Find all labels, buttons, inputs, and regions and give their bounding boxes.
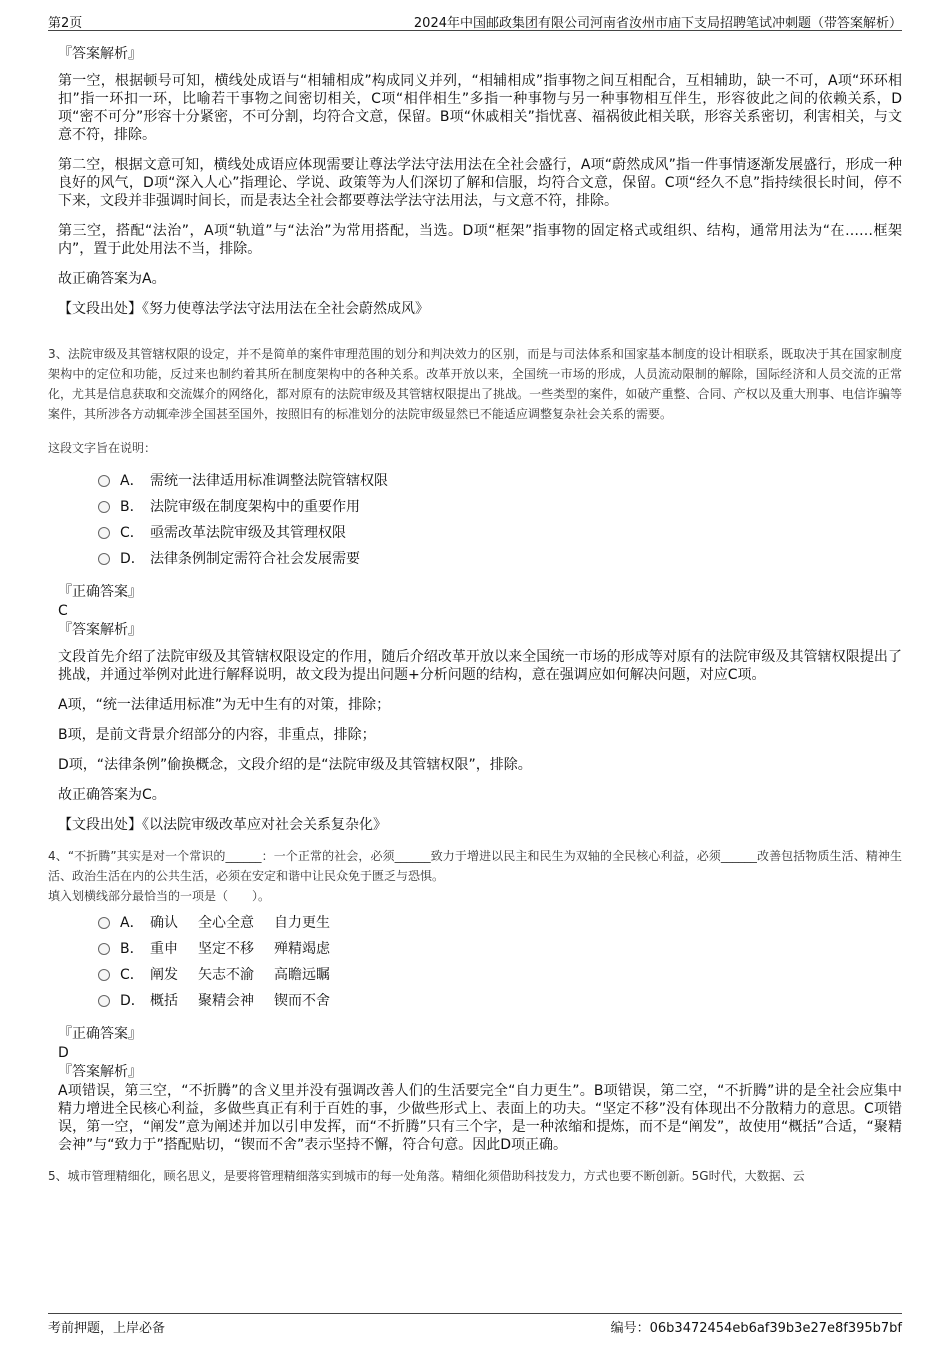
option-word: 自力更生 — [274, 915, 330, 931]
radio-icon[interactable] — [98, 475, 110, 487]
option-word: 殚精竭虑 — [274, 941, 330, 957]
radio-icon[interactable] — [98, 553, 110, 565]
footer-slogan: 考前押题，上岸必备 — [48, 1321, 166, 1336]
option-text: 亟需改革法院审级及其管理权限 — [150, 525, 346, 541]
correct-answer: C — [58, 603, 68, 619]
radio-icon[interactable] — [98, 501, 110, 513]
question-5-text: 5、城市管理精细化，顾名思义，是要将管理精细落实到城市的每一处角落。精细化须借助科技发力，方式也要不断创新。5G时代，大数据、云 — [48, 1169, 805, 1183]
analysis-paragraph: A项，“统一法律适用标准”为无中生有的对策，排除； — [58, 697, 391, 713]
option-word: 聚精会神 — [198, 993, 254, 1009]
option-letter: C． — [120, 967, 144, 983]
analysis-paragraph: 第三空，搭配“法治”，A项“轨道”与“法治”为常用搭配，当选。D项“框架”指事物的固定格式或组织、结构，通常用法为“在……框架内”，置于此处用法不当，排除。 — [58, 223, 902, 257]
correct-answer: D — [58, 1045, 69, 1061]
option-list — [98, 910, 902, 1014]
source-citation: 【文段出处】《以法院审级改革应对社会关系复杂化》 — [58, 817, 387, 833]
option-d[interactable] — [98, 988, 902, 1014]
page-footer — [48, 1313, 902, 1336]
document-id: 编号：06b3472454eb6af39b3e27e8f395b7bf — [610, 1321, 902, 1336]
conclusion: 故正确答案为A。 — [58, 271, 166, 287]
option-word: 重申 — [150, 941, 178, 957]
option-letter: B． — [120, 499, 144, 515]
question-prompt: 这段文字旨在说明： — [48, 441, 157, 455]
radio-icon[interactable] — [98, 917, 110, 929]
radio-icon[interactable] — [98, 527, 110, 539]
document-title: 2024年中国邮政集团有限公司河南省汝州市庙下支局招聘笔试冲刺题（带答案解析） — [413, 16, 902, 31]
option-word: 锲而不舍 — [274, 993, 330, 1009]
option-letter: D． — [120, 551, 145, 567]
radio-icon[interactable] — [98, 995, 110, 1007]
conclusion: 故正确答案为C。 — [58, 787, 166, 803]
question-text: 4、“不折腾”其实是对一个常识的______：一个正常的社会，必须______致力于增进以民主和民生为双轴的全民核心利益，必须______改善包括物质生活、精神生活、政治生活在内的公共生活，必须在安定和谐中让民众免于匮乏与恐惧。 — [48, 849, 902, 883]
radio-icon[interactable] — [98, 969, 110, 981]
option-word: 概括 — [150, 993, 178, 1009]
analysis-paragraph: 第二空，根据文意可知，横线处成语应体现需要让尊法学法守法用法在全社会盛行，A项“蔚然成风”指一件事情逐渐发展盛行，形成一种良好的风气，D项“深入人心”指理论、学说、政策等为人们深切了解和信服，均符合文意，保留。C项“经久不息”指持续很长时间，停不下来，文段并非强调时间长，而是表达全社会都要尊法学法守法用法，与文意不符，排除。 — [58, 157, 902, 209]
option-a[interactable] — [98, 910, 902, 936]
question-prompt: 填入划横线部分最恰当的一项是（ ）。 — [48, 889, 271, 903]
analysis-tag: 『答案解析』 — [58, 46, 142, 62]
option-letter: C． — [120, 525, 144, 541]
option-text: 需统一法律适用标准调整法院管辖权限 — [150, 473, 388, 489]
q2-analysis — [48, 44, 902, 318]
option-c[interactable] — [98, 962, 902, 988]
analysis-tag: 『答案解析』 — [58, 622, 142, 638]
option-list — [98, 468, 902, 572]
option-a[interactable] — [98, 468, 902, 494]
analysis-paragraph: 第一空，根据顿号可知，横线处成语与“相辅相成”构成同义并列，“相辅相成”指事物之间互相配合，互相辅助，缺一不可，A项“环环相扣”指一环扣一环，比喻若干事物之间密切相关，C项“相伴相生”多指一种事物与另一种事物相互伴生，形容彼此之间的依赖关系，D项“密不可分”形容十分紧密，不可分割，均符合文意，保留。B项“休戚相关”指忧喜、福祸彼此相关联，形容关系密切，利害相关，与文意不符，排除。 — [58, 73, 902, 143]
option-word: 矢志不渝 — [198, 967, 254, 983]
option-word: 高瞻远瞩 — [274, 967, 330, 983]
answer-tag: 『正确答案』 — [58, 584, 142, 600]
analysis-tag: 『答案解析』 — [58, 1064, 142, 1080]
option-b[interactable] — [98, 936, 902, 962]
option-letter: A． — [120, 915, 144, 931]
option-letter: B． — [120, 941, 144, 957]
option-word: 坚定不移 — [198, 941, 254, 957]
question-4 — [48, 846, 902, 1154]
analysis-paragraph: B项，是前文背景介绍部分的内容，非重点，排除； — [58, 727, 376, 743]
analysis-paragraph: 文段首先介绍了法院审级及其管辖权限设定的作用，随后介绍改革开放以来全国统一市场的形成等对原有的法院审级及其管辖权限提出了挑战，并通过举例对此进行解释说明，故文段为提出问题+分析问题的结构，意在强调应如何解决问题，对应C项。 — [58, 649, 902, 683]
option-word: 确认 — [150, 915, 178, 931]
option-c[interactable] — [98, 520, 902, 546]
option-text: 法院审级在制度架构中的重要作用 — [150, 499, 360, 515]
option-word: 阐发 — [150, 967, 178, 983]
question-text: 3、法院审级及其管辖权限的设定，并不是简单的案件审理范围的划分和判决效力的区别，而是与司法体系和国家基本制度的设计相联系，既取决于其在国家制度架构中的定位和功能，反过来也制约着其所在制度架构中的各种关系。改革开放以来，全国统一市场的形成，人员流动限制的解除，国际经济和人员交流的正常化，尤其是信息获取和交流媒介的网络化，都对原有的法院审级及其管辖权限提出了挑战。一些类型的案件，如破产重整、合同、产权以及重大刑事、电信诈骗等案件，其所涉各方动辄牵涉全国甚至国外，按照旧有的标准划分的法院审级显然已不能适应调整复杂社会关系的需要。 — [48, 347, 902, 421]
analysis-paragraph: D项，“法律条例”偷换概念，文段介绍的是“法院审级及其管辖权限”，排除。 — [58, 757, 532, 773]
analysis-paragraph: A项错误，第三空，“不折腾”的含义里并没有强调改善人们的生活要完全“自力更生”。B项错误，第二空，“不折腾”讲的是全社会应集中精力增进全民核心利益，多做些真正有利于百姓的事，少做些形式上、表面上的功夫。“坚定不移”没有体现出不分散精力的意思。C项错误，第一空，“阐发”意为阐述并加以引申发挥，而“不折腾”只有三个字，是一种浓缩和提炼，而不是“阐发”，故使用“概括”合适，“聚精会神”与“致力于”搭配贴切，“锲而不舍”表示坚持不懈，符合句意。因此D项正确。 — [58, 1083, 902, 1153]
option-letter: D． — [120, 993, 145, 1009]
option-b[interactable] — [98, 494, 902, 520]
option-letter: A． — [120, 473, 144, 489]
option-word: 全心全意 — [198, 915, 254, 931]
page-header — [48, 10, 902, 31]
answer-tag: 『正确答案』 — [58, 1026, 142, 1042]
question-3 — [48, 344, 902, 834]
option-d[interactable] — [98, 546, 902, 572]
radio-icon[interactable] — [98, 943, 110, 955]
option-text: 法律条例制定需符合社会发展需要 — [150, 551, 360, 567]
source-citation: 【文段出处】《努力使尊法学法守法用法在全社会蔚然成风》 — [58, 301, 429, 317]
page-number: 第2页 — [48, 16, 83, 31]
document-body — [48, 44, 902, 1186]
